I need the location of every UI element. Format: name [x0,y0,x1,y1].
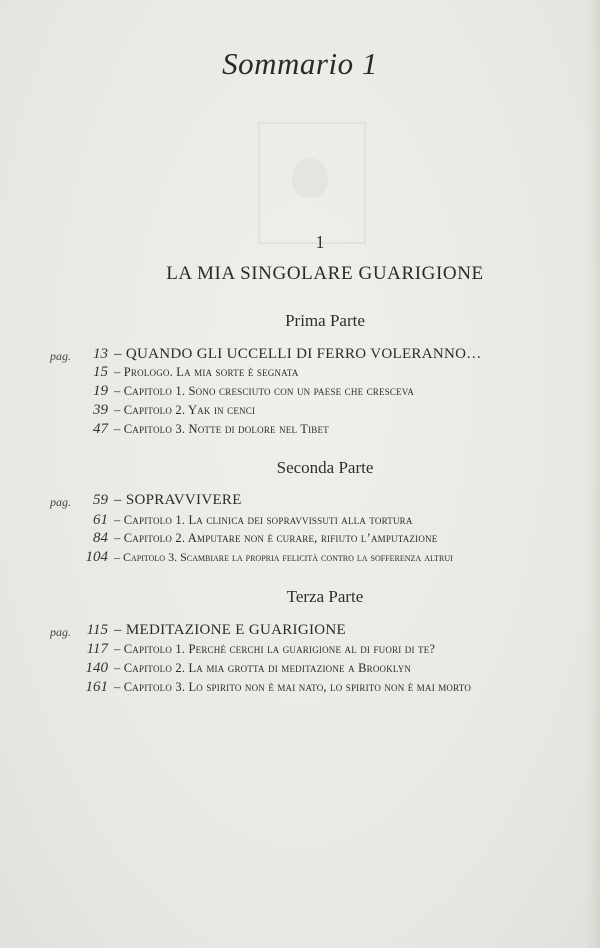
page-number: 140 [85,660,108,676]
entry-title: – Capitolo 2. Amputare non è curare, rifiuto l’amputazione [114,531,438,545]
page-number: 84 [93,530,108,546]
page-number: 13 [93,346,108,362]
page-number: 104 [85,549,108,565]
entry-title: – Capitolo 1. La clinica dei sopravvissuti alla tortura [114,513,413,527]
page-number: 161 [85,679,108,695]
toc-entry [0,679,600,699]
toc-entry [0,383,600,403]
show-through-ornament [292,158,328,198]
pag-label: pag. [50,625,71,639]
page-number: 15 [93,364,108,380]
toc-entry [0,512,600,532]
toc-entry [0,622,600,642]
page-title: Sommario 1 [222,46,378,81]
entry-title: – Capitolo 1. Perché cerchi la guarigione al di fuori di te? [114,642,436,656]
toc-entry [0,421,600,441]
entry-title: – Capitolo 1. Sono cresciuto con un paese che cresceva [114,384,415,398]
toc-entry [0,492,600,512]
toc-entry [0,660,600,680]
entry-title: – MEDITAZIONE E GUARIGIONE [114,622,346,638]
section-title: LA MIA SINGOLARE GUARIGIONE [166,263,484,284]
entry-title: – Capitolo 2. Yak in cenci [114,403,256,417]
toc-entry [0,549,600,569]
page-number: 61 [93,512,108,528]
toc-entry [0,641,600,661]
entry-title: – SOPRAVVIVERE [114,492,242,508]
entry-title: – QUANDO GLI UCCELLI DI FERRO VOLERANNO… [114,346,482,362]
pag-label: pag. [50,349,71,363]
entry-title: – Capitolo 3. Scambiare la propria felicità contro la sofferenza altrui [114,550,453,564]
toc-entry [0,364,600,384]
page-number: 115 [86,622,108,638]
entry-title: – Prologo. La mia sorte è segnata [114,365,299,379]
page-number: 19 [93,383,108,399]
toc-entry [0,346,600,366]
entry-title: – Capitolo 3. Lo spirito non è mai nato, lo spirito non è mai morto [114,680,472,694]
page-edge-shadow [586,0,600,948]
toc-entry [0,530,600,550]
page-number: 59 [93,492,108,508]
toc-entry [0,402,600,422]
page-number: 39 [93,402,108,418]
section-number: 1 [315,232,325,252]
entry-title: – Capitolo 2. La mia grotta di meditazione a Brooklyn [114,661,412,675]
part-title-prima: Prima Parte [285,311,365,330]
page-number: 47 [93,421,108,437]
part-title-seconda: Seconda Parte [276,458,374,477]
part-title-terza: Terza Parte [286,587,364,606]
entry-title: – Capitolo 3. Notte di dolore nel Tibet [114,422,329,436]
pag-label: pag. [50,495,71,509]
page-number: 117 [86,641,108,657]
